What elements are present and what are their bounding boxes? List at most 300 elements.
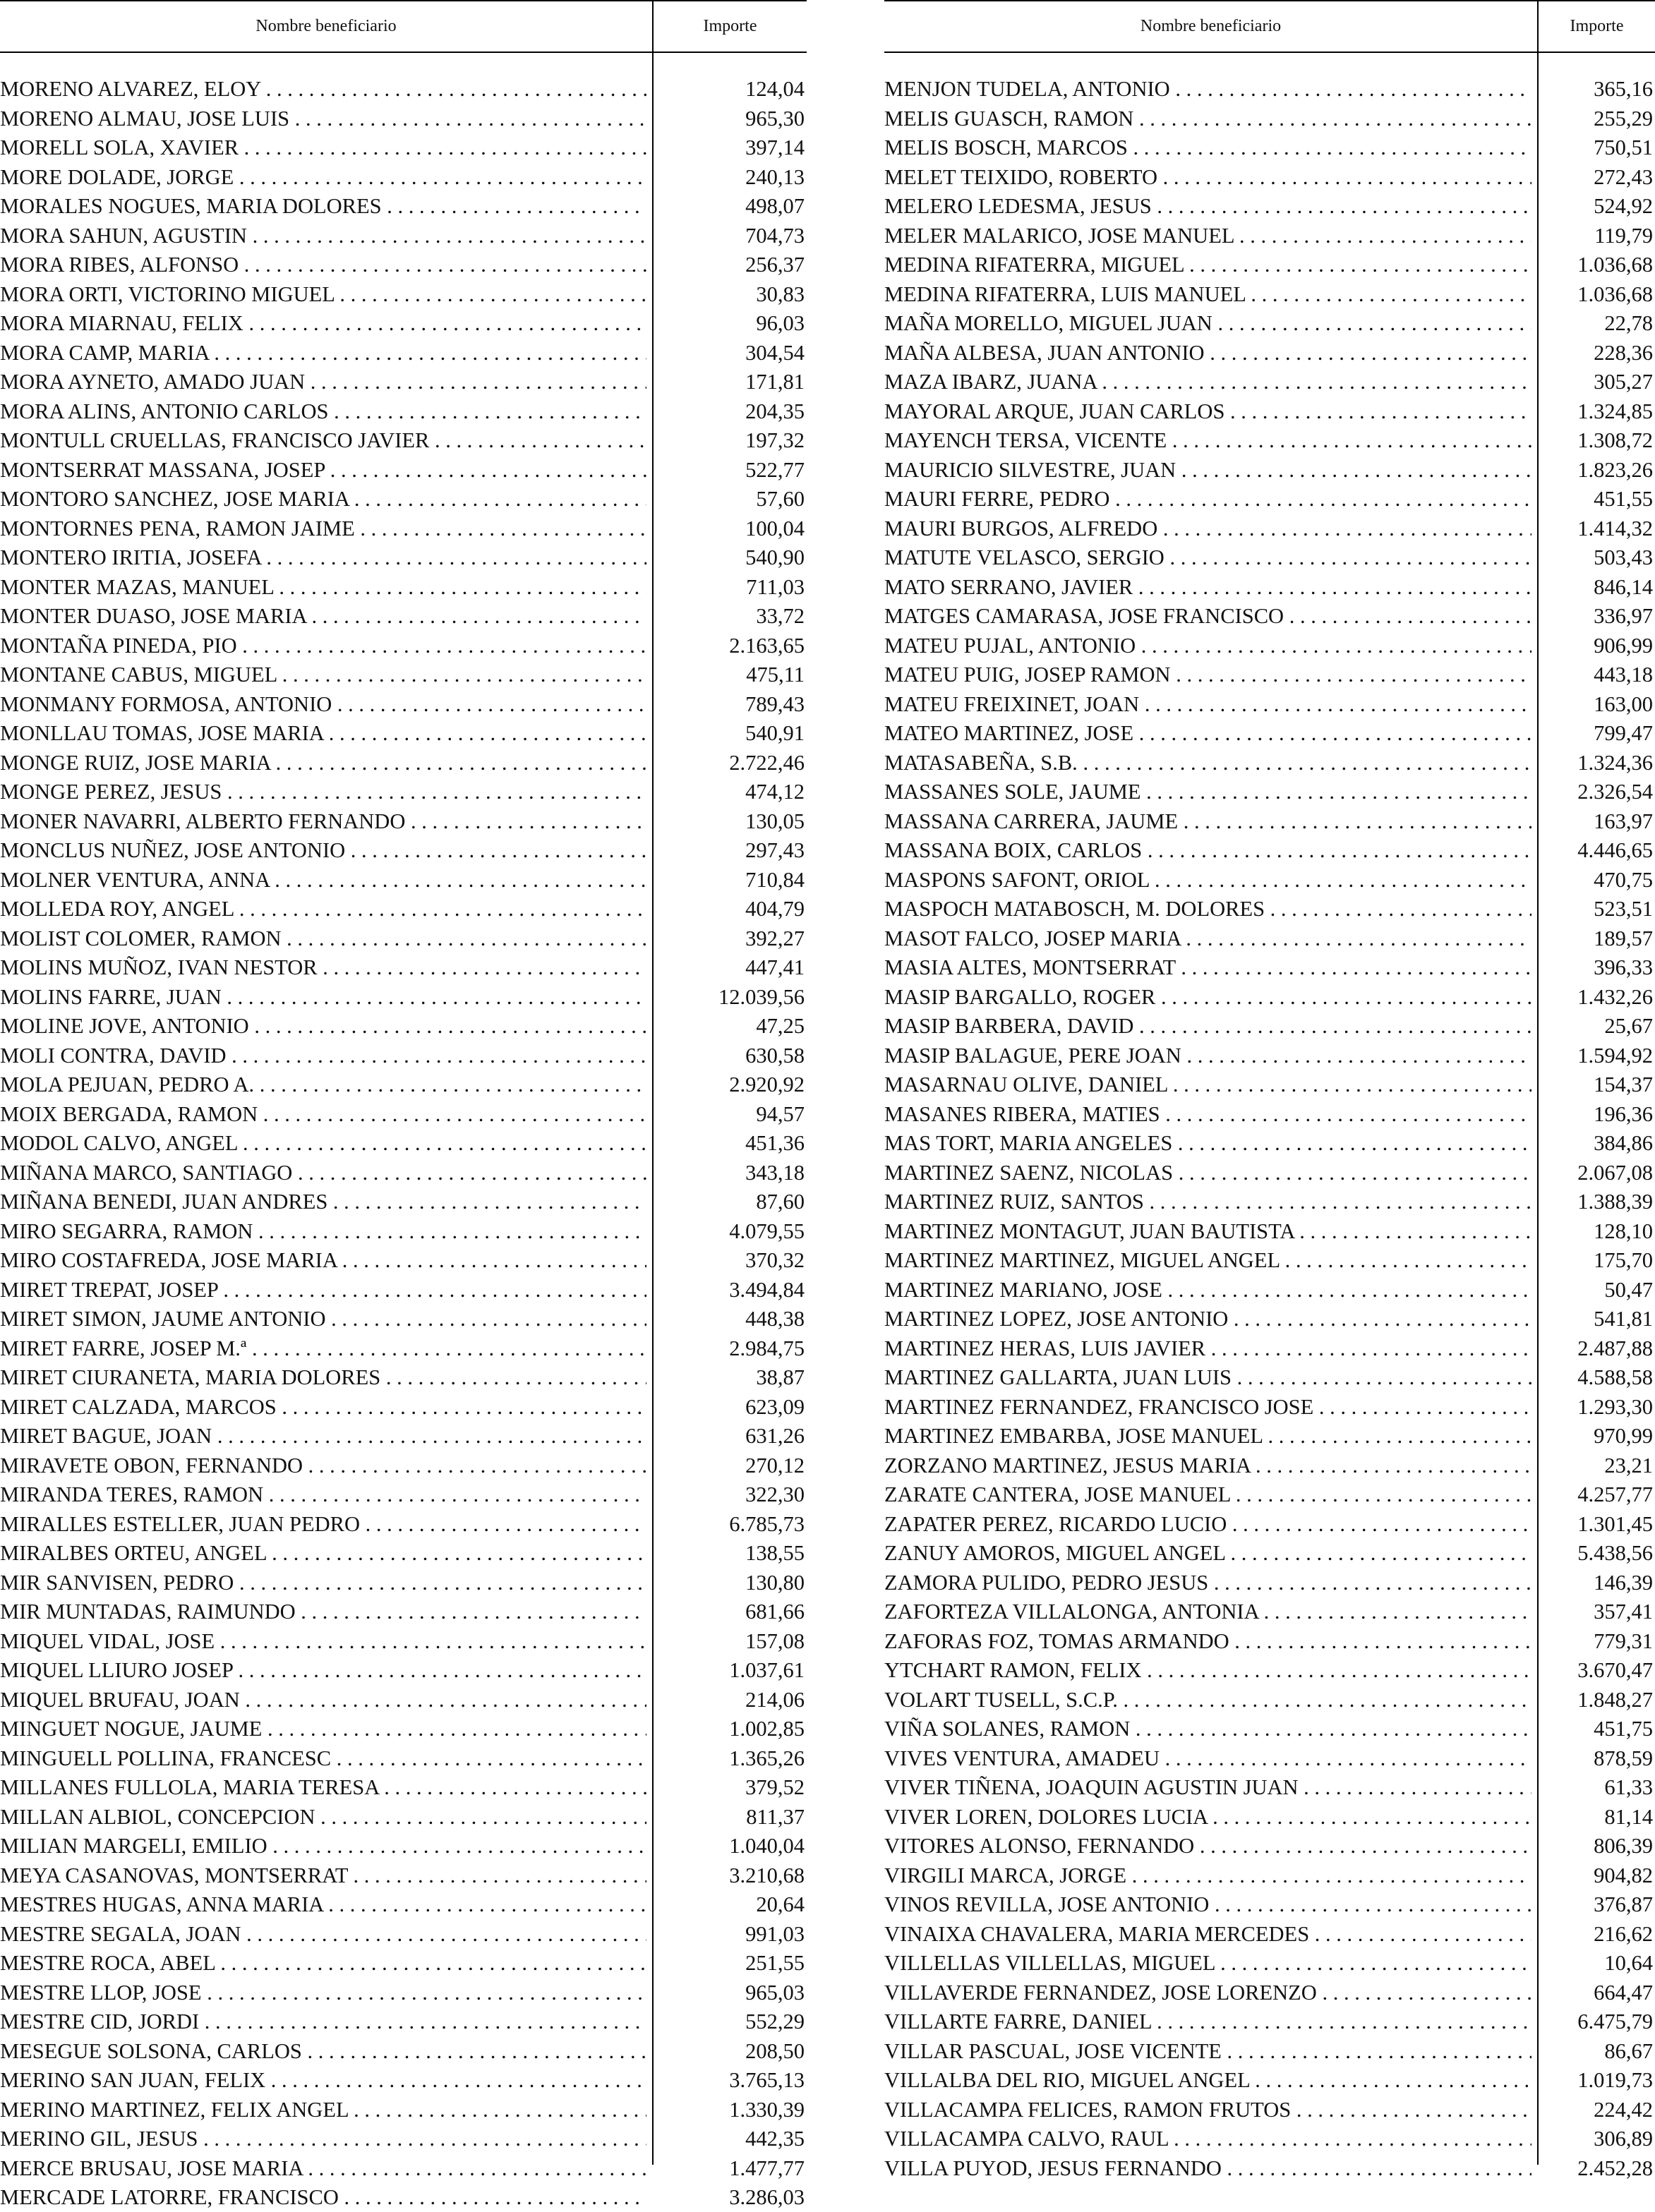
amount: 130,80	[745, 1570, 805, 1595]
amount: 297,43	[745, 838, 805, 862]
amount: 4.257,77	[1577, 1482, 1653, 1506]
beneficiary-name: MIRET SIMON, JAUME ANTONIO . . .	[0, 1305, 646, 1332]
table-row	[0, 279, 807, 309]
table-row	[884, 1831, 1655, 1861]
beneficiary-name: MASIP BARBERA, DAVID . . .	[884, 1013, 1531, 1039]
table-row	[0, 397, 807, 426]
amount: 631,26	[745, 1424, 805, 1448]
table-row	[884, 689, 1655, 719]
beneficiary-name: MAURI FERRE, PEDRO . . .	[884, 485, 1531, 512]
table-row	[884, 1626, 1655, 1656]
amount: 154,37	[1594, 1072, 1653, 1096]
beneficiary-name: MONLLAU TOMAS, JOSE MARIA . . .	[0, 720, 646, 747]
beneficiary-name: MILLAN ALBIOL, CONCEPCION . . .	[0, 1803, 646, 1830]
beneficiary-name: MASANES RIBERA, MATIES . . .	[884, 1101, 1531, 1128]
beneficiary-name: MOIX BERGADA, RAMON . . .	[0, 1101, 646, 1128]
beneficiary-name: MIQUEL BRUFAU, JOAN . . .	[0, 1686, 646, 1713]
beneficiary-name: MORA AYNETO, AMADO JUAN . . .	[0, 368, 646, 395]
table-row	[0, 1362, 807, 1392]
table-row	[884, 1685, 1655, 1715]
table-row	[0, 806, 807, 836]
amount: 1.594,92	[1577, 1043, 1653, 1068]
amount: 12.039,56	[718, 984, 805, 1009]
beneficiary-name: MONTORO SANCHEZ, JOSE MARIA . . .	[0, 485, 646, 512]
table-row	[0, 1685, 807, 1715]
table-row	[884, 1362, 1655, 1392]
table-row	[884, 1011, 1655, 1041]
amount: 379,52	[745, 1775, 805, 1799]
amount: 3.494,84	[729, 1277, 805, 1302]
amount: 404,79	[745, 897, 805, 921]
table-row	[0, 308, 807, 338]
amount: 474,12	[745, 780, 805, 804]
beneficiary-name: ZAFORAS FOZ, TOMAS ARMANDO . . .	[884, 1628, 1531, 1655]
amount: 240,13	[745, 164, 805, 189]
beneficiary-name: MOLINS MUÑOZ, IVAN NESTOR . . .	[0, 954, 646, 981]
beneficiary-name: MIRALBES ORTEU, ANGEL . . .	[0, 1540, 646, 1566]
amount: 2.163,65	[729, 633, 805, 658]
beneficiary-name: MIRALLES ESTELLER, JUAN PEDRO . . .	[0, 1511, 646, 1537]
amount: 216,62	[1594, 1921, 1653, 1946]
beneficiary-name: MASIP BALAGUE, PERE JOAN . . .	[884, 1042, 1531, 1069]
table-row	[0, 162, 807, 192]
amount: 498,07	[745, 194, 805, 218]
table-row	[884, 1568, 1655, 1597]
table-row	[884, 982, 1655, 1012]
table-header	[884, 0, 1655, 53]
amount: 256,37	[745, 253, 805, 277]
table-row	[884, 1890, 1655, 1919]
amount: 524,92	[1594, 194, 1653, 218]
beneficiary-name: MEDINA RIFATERRA, LUIS MANUEL . . .	[884, 281, 1531, 308]
amount: 38,87	[756, 1365, 805, 1389]
table-row	[0, 133, 807, 162]
table-row	[0, 1392, 807, 1422]
beneficiary-name: MARTINEZ HERAS, LUIS JAVIER . . .	[884, 1335, 1531, 1362]
beneficiary-name: MORA CAMP, MARIA . . .	[0, 339, 646, 366]
beneficiary-name: MAYENCH TERSA, VICENTE . . .	[884, 427, 1531, 454]
table-row	[884, 2095, 1655, 2125]
beneficiary-name: MOLINE JOVE, ANTONIO . . .	[0, 1013, 646, 1039]
beneficiary-name: MAS TORT, MARIA ANGELES . . .	[884, 1130, 1531, 1156]
amount: 163,97	[1594, 809, 1653, 833]
amount: 443,18	[1594, 663, 1653, 687]
table-row	[884, 1861, 1655, 1890]
amount: 157,08	[745, 1628, 805, 1653]
beneficiary-name: MASOT FALCO, JOSEP MARIA . . .	[884, 925, 1531, 952]
beneficiary-name: MIRO SEGARRA, RAMON . . .	[0, 1218, 646, 1245]
beneficiary-name: MIQUEL LLIURO JOSEP . . .	[0, 1657, 646, 1684]
header-amount: Importe	[1570, 17, 1624, 35]
table-row	[0, 514, 807, 543]
beneficiary-name: MARTINEZ GALLARTA, JUAN LUIS . . .	[884, 1364, 1531, 1391]
amount: 397,14	[745, 135, 805, 159]
table-row	[884, 1802, 1655, 1832]
table-row	[884, 601, 1655, 631]
amount: 1.301,45	[1577, 1511, 1653, 1536]
amount: 1.324,36	[1577, 750, 1653, 775]
table-row	[0, 1743, 807, 1773]
amount: 163,00	[1594, 691, 1653, 716]
table-row	[884, 1070, 1655, 1099]
beneficiary-name: VILLALBA DEL RIO, MIGUEL ANGEL . . .	[884, 2067, 1531, 2093]
amount: 61,33	[1604, 1775, 1653, 1799]
table-row	[0, 484, 807, 514]
amount: 540,91	[745, 721, 805, 745]
amount: 1.037,61	[729, 1658, 805, 1682]
amount: 384,86	[1594, 1131, 1653, 1155]
amount: 846,14	[1594, 574, 1653, 599]
beneficiary-name: MESTRE LLOP, JOSE . . .	[0, 1979, 646, 2006]
amount: 1.848,27	[1577, 1687, 1653, 1712]
amount: 475,11	[746, 663, 805, 687]
beneficiary-name: MOLIST COLOMER, RAMON . . .	[0, 925, 646, 952]
table-row	[0, 572, 807, 602]
beneficiary-name: MORA ORTI, VICTORINO MIGUEL . . .	[0, 281, 646, 308]
beneficiary-name: MAURICIO SILVESTRE, JUAN . . .	[884, 457, 1531, 483]
table-row	[884, 953, 1655, 982]
beneficiary-name: MEYA CASANOVAS, MONTSERRAT . . .	[0, 1862, 646, 1889]
table-row	[0, 982, 807, 1012]
beneficiary-name: MIRET CALZADA, MARCOS . . .	[0, 1394, 646, 1420]
table-row	[884, 2065, 1655, 2095]
table-row	[0, 1626, 807, 1656]
table-row	[884, 2036, 1655, 2066]
amount: 965,30	[745, 106, 805, 131]
amount: 128,10	[1594, 1219, 1653, 1243]
table-row	[884, 1538, 1655, 1568]
beneficiary-name: MATGES CAMARASA, JOSE FRANCISCO . . .	[884, 603, 1531, 629]
amount: 970,99	[1594, 1424, 1653, 1448]
beneficiary-name: MONTORNES PENA, RAMON JAIME . . .	[0, 515, 646, 542]
beneficiary-name: MIRANDA TERES, RAMON . . .	[0, 1481, 646, 1508]
table-row	[0, 2036, 807, 2066]
table-row	[884, 543, 1655, 572]
amount: 1.477,77	[729, 2156, 805, 2180]
beneficiary-name: MILLANES FULLOLA, MARIA TERESA . . .	[0, 1774, 646, 1801]
beneficiary-name: MORENO ALMAU, JOSE LUIS . . .	[0, 105, 646, 132]
amount: 57,60	[756, 487, 805, 511]
beneficiary-name: MARTINEZ SAENZ, NICOLAS . . .	[884, 1159, 1531, 1186]
amount: 23,21	[1604, 1453, 1653, 1477]
beneficiary-name: MAÑA MORELLO, MIGUEL JUAN . . .	[884, 310, 1531, 337]
amount: 50,47	[1604, 1277, 1653, 1302]
beneficiary-name: VINOS REVILLA, JOSE ANTONIO . . .	[884, 1891, 1531, 1918]
table-row	[884, 660, 1655, 689]
amount: 196,36	[1594, 1101, 1653, 1126]
table-row	[0, 1480, 807, 1509]
header-beneficiary-name: Nombre beneficiario	[1140, 17, 1282, 35]
amount: 392,27	[745, 926, 805, 950]
table-row	[0, 1509, 807, 1539]
beneficiary-name: MINGUET NOGUE, JAUME . . .	[0, 1715, 646, 1742]
table-row	[884, 865, 1655, 895]
beneficiary-name: MELER MALARICO, JOSE MANUEL . . .	[884, 222, 1531, 249]
table-row	[884, 397, 1655, 426]
beneficiary-name: MESTRES HUGAS, ANNA MARIA . . .	[0, 1891, 646, 1918]
beneficiary-name: MINGUELL POLLINA, FRANCESC . . .	[0, 1745, 646, 1772]
header-amount: Importe	[703, 17, 757, 35]
beneficiary-name: MORE DOLADE, JORGE . . .	[0, 164, 646, 191]
beneficiary-name: MIRET CIURANETA, MARIA DOLORES . . .	[0, 1364, 646, 1391]
table-row	[884, 806, 1655, 836]
beneficiary-name: MATO SERRANO, JAVIER . . .	[884, 574, 1531, 600]
table-row	[884, 191, 1655, 221]
amount: 470,75	[1594, 867, 1653, 892]
amount: 806,39	[1594, 1834, 1653, 1858]
beneficiary-name: MIR SANVISEN, PEDRO . . .	[0, 1569, 646, 1596]
amount: 522,77	[745, 457, 805, 482]
beneficiary-name: MODOL CALVO, ANGEL . . .	[0, 1130, 646, 1156]
beneficiary-name: MAÑA ALBESA, JUAN ANTONIO . . .	[884, 339, 1531, 366]
amount: 991,03	[745, 1921, 805, 1946]
beneficiary-name: VIVES VENTURA, AMADEU . . .	[884, 1745, 1531, 1772]
amount: 251,55	[745, 1951, 805, 1975]
beneficiary-name: MONTAÑA PINEDA, PIO . . .	[0, 632, 646, 659]
beneficiary-name: MORELL SOLA, XAVIER . . .	[0, 134, 646, 161]
amount: 272,43	[1594, 164, 1653, 189]
beneficiary-name: MIRET TREPAT, JOSEP . . .	[0, 1276, 646, 1303]
table-row	[0, 104, 807, 133]
beneficiary-name: MERCE BRUSAU, JOSE MARIA . . .	[0, 2155, 646, 2182]
beneficiary-name: MONMANY FORMOSA, ANTONIO . . .	[0, 691, 646, 718]
table-row	[0, 2124, 807, 2153]
amount: 336,97	[1594, 604, 1653, 628]
table-row	[884, 1099, 1655, 1129]
beneficiary-name: MESTRE ROCA, ABEL . . .	[0, 1950, 646, 1976]
amount: 2.722,46	[729, 750, 805, 775]
table-row	[884, 748, 1655, 778]
amount: 906,99	[1594, 633, 1653, 658]
amount: 224,42	[1594, 2097, 1653, 2122]
amount: 1.036,68	[1577, 282, 1653, 306]
table-row	[0, 748, 807, 778]
beneficiary-name: ZORZANO MARTINEZ, JESUS MARIA . . .	[884, 1452, 1531, 1479]
table-row	[884, 1480, 1655, 1509]
beneficiary-table-left	[0, 0, 807, 2209]
table-row	[884, 894, 1655, 924]
table-row	[0, 689, 807, 719]
beneficiary-name: ZAMORA PULIDO, PEDRO JESUS . . .	[884, 1569, 1531, 1596]
beneficiary-name: MERINO SAN JUAN, FELIX . . .	[0, 2067, 646, 2093]
amount: 1.414,32	[1577, 516, 1653, 540]
amount: 2.067,08	[1577, 1160, 1653, 1185]
table-row	[884, 2124, 1655, 2153]
amount: 130,05	[745, 809, 805, 833]
table-row	[0, 1714, 807, 1743]
table-row	[884, 718, 1655, 748]
beneficiary-name: MAZA IBARZ, JUANA . . .	[884, 368, 1531, 395]
table-row	[0, 865, 807, 895]
table-row	[0, 660, 807, 689]
header-beneficiary-name: Nombre beneficiario	[255, 17, 397, 35]
table-row	[0, 191, 807, 221]
table-row	[884, 1597, 1655, 1626]
table-row	[0, 894, 807, 924]
beneficiary-name: MARTINEZ LOPEZ, JOSE ANTONIO . . .	[884, 1305, 1531, 1332]
table-row	[884, 1216, 1655, 1246]
table-row	[0, 1128, 807, 1158]
beneficiary-name: VIVER TIÑENA, JOAQUIN AGUSTIN JUAN . . .	[884, 1774, 1531, 1801]
amount: 904,82	[1594, 1863, 1653, 1887]
amount: 255,29	[1594, 106, 1653, 131]
table-row	[884, 1128, 1655, 1158]
table-row	[884, 2153, 1655, 2183]
beneficiary-name: MARTINEZ MONTAGUT, JUAN BAUTISTA . . .	[884, 1218, 1531, 1245]
beneficiary-name: MASPOCH MATABOSCH, M. DOLORES . . .	[884, 895, 1531, 922]
amount: 304,54	[745, 340, 805, 365]
table-row	[0, 1334, 807, 1363]
table-row	[0, 1216, 807, 1246]
table-row	[0, 1802, 807, 1832]
table-row	[0, 1158, 807, 1187]
beneficiary-name: MAURI BURGOS, ALFREDO . . .	[884, 515, 1531, 542]
beneficiary-name: MIRAVETE OBON, FERNANDO . . .	[0, 1452, 646, 1479]
amount: 451,75	[1594, 1717, 1653, 1741]
beneficiary-name: MESTRE SEGALA, JOAN . . .	[0, 1921, 646, 1947]
table-row	[0, 777, 807, 806]
table-row	[0, 1772, 807, 1802]
beneficiary-name: ZARATE CANTERA, JOSE MANUEL . . .	[884, 1481, 1531, 1508]
amount: 10,64	[1604, 1951, 1653, 1975]
table-row	[0, 74, 807, 104]
beneficiary-name: MIÑANA MARCO, SANTIAGO . . .	[0, 1159, 646, 1186]
beneficiary-name: VITORES ALONSO, FERNANDO . . .	[884, 1832, 1531, 1859]
amount: 451,55	[1594, 487, 1653, 511]
beneficiary-name: MASSANA CARRERA, JAUME . . .	[884, 808, 1531, 835]
beneficiary-name: MEDINA RIFATERRA, MIGUEL . . .	[884, 251, 1531, 278]
amount: 146,39	[1594, 1570, 1653, 1595]
table-row	[0, 1245, 807, 1275]
table-row	[884, 221, 1655, 250]
table-row	[0, 2153, 807, 2183]
amount: 305,27	[1594, 370, 1653, 394]
amount: 704,73	[745, 223, 805, 248]
amount: 175,70	[1594, 1248, 1653, 1272]
beneficiary-name: VIVER LOREN, DOLORES LUCIA . . .	[884, 1803, 1531, 1830]
amount: 1.388,39	[1577, 1190, 1653, 1214]
table-row	[884, 1772, 1655, 1802]
beneficiary-table-right	[884, 0, 1655, 2180]
amount: 5.438,56	[1577, 1541, 1653, 1565]
amount: 6.785,73	[729, 1511, 805, 1536]
table-row	[884, 1304, 1655, 1334]
beneficiary-name: MORA ALINS, ANTONIO CARLOS . . .	[0, 398, 646, 425]
amount: 1.308,72	[1577, 428, 1653, 452]
beneficiary-name: MASPONS SAFONT, ORIOL . . .	[884, 866, 1531, 893]
table-row	[884, 484, 1655, 514]
table-row	[0, 425, 807, 455]
beneficiary-name: MATEU FREIXINET, JOAN . . .	[884, 691, 1531, 718]
table-row	[884, 835, 1655, 865]
beneficiary-name: MASIP BARGALLO, ROGER . . .	[884, 984, 1531, 1010]
table-row	[0, 1304, 807, 1334]
table-row	[0, 924, 807, 953]
beneficiary-name: MORALES NOGUES, MARIA DOLORES . . .	[0, 193, 646, 219]
table-row	[0, 835, 807, 865]
amount: 6.475,79	[1577, 2009, 1653, 2033]
table-row	[0, 1948, 807, 1978]
beneficiary-name: VINAIXA CHAVALERA, MARIA MERCEDES . . .	[884, 1921, 1531, 1947]
beneficiary-name: MESTRE CID, JORDI . . .	[0, 2008, 646, 2035]
beneficiary-name: VILLAR PASCUAL, JOSE VICENTE . . .	[884, 2038, 1531, 2065]
beneficiary-name: MIÑANA BENEDI, JUAN ANDRES . . .	[0, 1188, 646, 1215]
beneficiary-name: MELET TEIXIDO, ROBERTO . . .	[884, 164, 1531, 191]
amount: 86,67	[1604, 2038, 1653, 2063]
table-row	[884, 250, 1655, 279]
beneficiary-name: VILLAVERDE FERNANDEZ, JOSE LORENZO . . .	[884, 1979, 1531, 2006]
beneficiary-name: MELIS GUASCH, RAMON . . .	[884, 105, 1531, 132]
table-row	[884, 162, 1655, 192]
beneficiary-name: MORA RIBES, ALFONSO . . .	[0, 251, 646, 278]
amount: 447,41	[745, 955, 805, 979]
beneficiary-name: MATASABEÑA, S.B. . . .	[884, 749, 1531, 776]
beneficiary-name: MORA MIARNAU, FELIX . . .	[0, 310, 646, 337]
table-row	[884, 1275, 1655, 1305]
beneficiary-name: VIRGILI MARCA, JORGE . . .	[884, 1862, 1531, 1889]
table-row	[0, 2095, 807, 2125]
amount: 2.452,28	[1577, 2156, 1653, 2180]
beneficiary-name: MASSANES SOLE, JAUME . . .	[884, 778, 1531, 805]
amount: 1.823,26	[1577, 457, 1653, 482]
table-row	[884, 924, 1655, 953]
table-row	[884, 1187, 1655, 1216]
table-row	[0, 2065, 807, 2095]
amount: 523,51	[1594, 897, 1653, 921]
amount: 87,60	[756, 1190, 805, 1214]
table-row	[884, 514, 1655, 543]
amount: 33,72	[756, 604, 805, 628]
beneficiary-name: ZAPATER PEREZ, RICARDO LUCIO . . .	[884, 1511, 1531, 1537]
table-row	[0, 953, 807, 982]
beneficiary-name: MIRET BAGUE, JOAN . . .	[0, 1422, 646, 1449]
table-row	[0, 1861, 807, 1890]
amount: 779,31	[1594, 1628, 1653, 1653]
amount: 2.487,88	[1577, 1336, 1653, 1360]
amount: 306,89	[1594, 2127, 1653, 2151]
amount: 4.079,55	[729, 1219, 805, 1243]
table-row	[0, 2182, 807, 2212]
table-row	[884, 133, 1655, 162]
amount: 1.432,26	[1577, 984, 1653, 1009]
beneficiary-name: MIR MUNTADAS, RAIMUNDO . . .	[0, 1598, 646, 1625]
amount: 2.920,92	[729, 1072, 805, 1096]
table-row	[0, 367, 807, 397]
amount: 228,36	[1594, 340, 1653, 365]
amount: 1.002,85	[729, 1717, 805, 1741]
beneficiary-name: MOLI CONTRA, DAVID . . .	[0, 1042, 646, 1069]
amount: 47,25	[756, 1014, 805, 1038]
amount: 1.324,85	[1577, 399, 1653, 423]
beneficiary-name: MERCADE LATORRE, FRANCISCO . . .	[0, 2184, 646, 2211]
table-row	[884, 1041, 1655, 1070]
amount: 96,03	[756, 311, 805, 335]
beneficiary-name: MONTSERRAT MASSANA, JOSEP . . .	[0, 457, 646, 483]
amount: 664,47	[1594, 1980, 1653, 2005]
beneficiary-name: MIRET FARRE, JOSEP M.ª . . .	[0, 1335, 646, 1362]
table-row	[884, 455, 1655, 485]
table-row	[0, 543, 807, 572]
beneficiary-name: MORENO ALVAREZ, ELOY . . .	[0, 75, 646, 102]
table-row	[884, 572, 1655, 602]
table-row	[884, 1919, 1655, 1949]
table-body	[0, 74, 807, 2212]
beneficiary-name: MONTERO IRITIA, JOSEFA . . .	[0, 544, 646, 571]
beneficiary-name: MASARNAU OLIVE, DANIEL . . .	[884, 1071, 1531, 1098]
table-row	[0, 1011, 807, 1041]
beneficiary-name: MATEU PUJAL, ANTONIO . . .	[884, 632, 1531, 659]
amount: 4.446,65	[1577, 838, 1653, 862]
